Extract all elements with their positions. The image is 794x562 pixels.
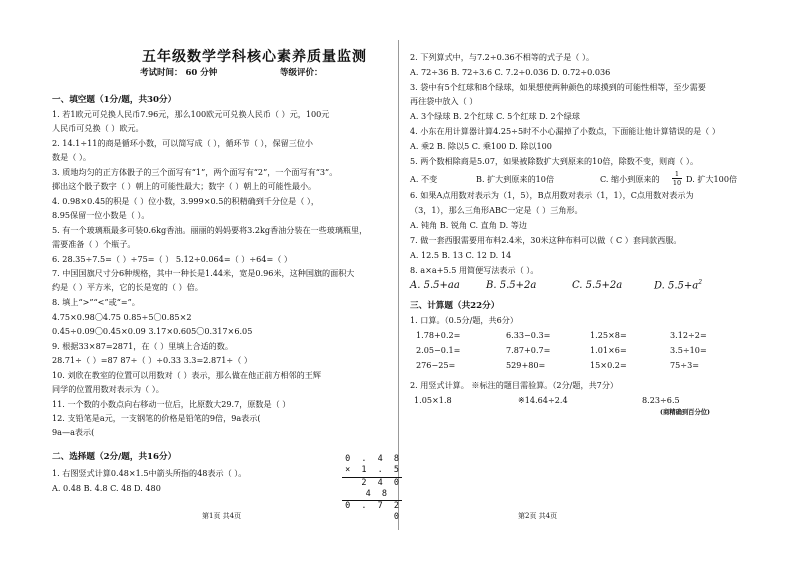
precision-note: (商精确到百分位): [660, 409, 711, 416]
oral-calc-item: 1.01×6=: [590, 345, 627, 355]
choice-3-line-2: 再往袋中放入（ ）: [410, 96, 478, 106]
question-5-line-1: 5. 有一个玻璃瓶最多可装0.6kg香油。丽丽的妈妈要将3.2kg香油分装在一些玻璃瓶里，: [52, 225, 368, 235]
choice-2-options: A. 72÷36 B. 72÷3.6 C. 7.2÷0.036 D. 0.72÷0.036: [410, 67, 611, 77]
choice-4-options: A. 乘2 B. 除以5 C. 乘100 D. 除以100: [410, 141, 552, 151]
question-8: 8. 填上“>”“<”或“=”。: [52, 297, 140, 307]
question-4-line-2: 8.95保留一位小数是（ ）。: [52, 210, 150, 220]
question-2-line-2: 数是（ ）。: [52, 152, 91, 162]
question-2-line-1: 2. 14.1÷11的商是循环小数，可以简写成（ ），循环节（ ），保留三位小: [52, 138, 313, 148]
oral-calc-item: 7.87+0.7=: [506, 345, 551, 355]
right-column: [410, 0, 746, 562]
question-8-row-1: 4.75×0.98〇4.75 0.85÷5〇0.85×2: [52, 312, 192, 322]
choice-4: 4. 小东在用计算器计算4.25÷5时不小心漏掉了小数点，下面能让他计算错误的是（ ）: [410, 126, 720, 136]
oral-calc-heading: 1. 口算。（0.5分/题，共6分）: [410, 315, 518, 325]
section-calculation: 三、计算题（共22分）: [410, 301, 500, 311]
oral-calc-item: 529+80=: [506, 360, 546, 370]
question-7-line-2: 约是（ ）平方米，它的长是宽的（ ）倍。: [52, 282, 203, 292]
question-9-line-2: 28.71÷（ ）=87 87÷（ ）÷0.33 3.3=2.871÷（ ）: [52, 355, 252, 365]
question-4-line-1: 4. 0.98×0.45的积是（ ）位小数，3.999×0.5的积精确到千分位是（ ），: [52, 196, 320, 206]
choice-5-option-b: B. 扩大到原来的10倍: [476, 174, 555, 184]
oral-calc-item: 2.05−0.1=: [416, 345, 461, 355]
vm-row-2: × 1 . 5: [345, 465, 402, 476]
page-number-2: 第2页 共4页: [518, 512, 558, 520]
column-calc-heading: 2. 用竖式计算。 ※标注的题目需验算。（2分/题，共7分）: [410, 380, 619, 390]
choice-5-option-d: D. 扩大100倍: [686, 174, 738, 184]
question-12-line-2: 9a—a表示(: [52, 427, 95, 437]
choice-8-option-b: B. 5.5+2a: [486, 280, 537, 291]
choice-5: 5. 两个数相除商是5.07，如果被除数扩大到原来的10倍，除数不变，则商（ ）。: [410, 156, 699, 166]
page-number-1: 第1页 共4页: [202, 512, 242, 520]
question-6: 6. 28.35÷7.5=（ ）÷75=（ ） 5.12÷0.064=（ ）÷64=（ ）: [52, 254, 292, 264]
choice-3-line-1: 3. 袋中有5个红球和8个绿球，如果想使两种颜色的球摸到的可能性相等，至少需要: [410, 82, 706, 92]
choice-5-option-a: A. 不变: [410, 174, 438, 184]
question-11: 11. 一个数的小数点向右移动一位后，比原数大29.7，原数是（ ）: [52, 399, 291, 409]
oral-calc-item: 75÷3=: [670, 360, 700, 370]
choice-3-options: A. 3个绿球 B. 2个红球 C. 5个红球 D. 2个绿球: [410, 111, 580, 121]
choice-5-fraction: [672, 170, 682, 187]
question-10-line-1: 10. 刘欣在教室的位置可以用数对（ ）表示，那么做在他正前方相邻的王辉: [52, 370, 321, 380]
choice-1: 1. 右图竖式计算0.48×1.5中箭头所指的48表示（ ）。: [52, 468, 247, 478]
question-5-line-2: 需要准备（ ）个瓶子。: [52, 239, 136, 249]
fraction-denominator: 10: [672, 179, 682, 187]
oral-calc-item: 1.25×8=: [590, 330, 627, 340]
choice-7-options: A. 12.5 B. 13 C. 12 D. 14: [410, 250, 512, 260]
choice-8-option-c: C. 5.5+2a: [572, 280, 623, 291]
oral-calc-item: 1.78+0.2=: [416, 330, 461, 340]
question-12-line-1: 12. 支铅笔是a元，一支钢笔的价格是铅笔的9倍，9a表示(: [52, 413, 261, 423]
choice-8-option-d-exponent: 2: [698, 279, 703, 286]
oral-calc-item: 3.12÷2=: [670, 330, 707, 340]
vm-row-4: 4 8: [365, 488, 390, 499]
column-calc-item: 1.05×1.8: [414, 395, 452, 405]
question-3-line-2: 掷出这个骰子数字（ ）朝上的可能性最大；数字（ ）朝上的可能性最小。: [52, 181, 317, 191]
choice-6-options: A. 钝角 B. 锐角 C. 直角 D. 等边: [410, 220, 527, 230]
choice-8-option-d-base: D. 5.5+a: [654, 280, 699, 292]
vm-row-5: 0 . 7 2 0: [342, 500, 402, 524]
choice-8: 8. a×a+5.5 用简便写法表示（ ）。: [410, 265, 539, 275]
section-multiple-choice: 二、选择题（2分/题，共16分）: [52, 452, 177, 462]
page-title: 五年级数学学科核心素养质量监测: [142, 49, 367, 65]
choice-5-option-c: C. 缩小到原来的: [600, 174, 660, 184]
choice-7: 7. 做一套西服需要用布料2.4米，30米这种布料可以做（ C ）套同款西服。: [410, 235, 682, 245]
question-8-row-2: 0.45÷0.09〇0.45×0.09 3.17×0.605〇0.317×6.05: [52, 326, 253, 336]
left-column: [52, 0, 402, 562]
vm-row-1: 0 . 4 8: [345, 454, 402, 464]
oral-calc-item: 3.5÷10=: [670, 345, 707, 355]
choice-6-line-2: （3，1），那么三角形ABC一定是（ ）三角形。: [410, 205, 583, 215]
vm-row-3: 2 4 0: [342, 477, 402, 489]
vertical-multiplication: [342, 454, 402, 524]
choice-2: 2. 下列算式中，与7.2÷0.36不相等的式子是（ ）。: [410, 52, 595, 62]
section-fill-blank: 一、填空题（1分/题，共30分）: [52, 95, 177, 105]
question-10-line-2: 同学的位置用数对表示为（ ）。: [52, 384, 164, 394]
choice-1-options: A. 0.48 B. 4.8 C. 48 D. 480: [52, 483, 161, 493]
choice-6-line-1: 6. 如果A点用数对表示为（1，5），B点用数对表示（1，1），C点用数对表示为: [410, 190, 694, 200]
grade-evaluation: 等级评价：: [280, 68, 323, 78]
question-1-line-2: 人民币可兑换（ ）欧元。: [52, 123, 144, 133]
choice-8-option-d: [654, 280, 702, 292]
question-1-line-1: 1. 若1欧元可兑换人民币7.96元，那么100欧元可兑换人民币（ ）元，100元: [52, 109, 330, 119]
choice-8-option-a: A. 5.5+aa: [410, 280, 460, 291]
question-3-line-1: 3. 质地均匀的正方体骰子的三个面写有“1”，两个面写有“2”，一个面写有“3”。: [52, 167, 338, 177]
column-calc-item: ※14.64÷2.4: [518, 395, 568, 405]
oral-calc-item: 276−25=: [416, 360, 456, 370]
column-calc-item: 8.23÷6.5: [642, 395, 680, 405]
question-9-line-1: 9. 根据33×87=2871，在（ ）里填上合适的数。: [52, 341, 233, 351]
oral-calc-item: 15×0.2=: [590, 360, 627, 370]
exam-time: 考试时间： 60 分钟: [140, 68, 218, 78]
question-7-line-1: 7. 中国国旗尺寸分6种规格，其中一种长是1.44米，宽是0.96米，这种国旗的面积大: [52, 268, 355, 278]
oral-calc-item: 6.33−0.3=: [506, 330, 551, 340]
fraction-numerator: 1: [674, 170, 680, 178]
